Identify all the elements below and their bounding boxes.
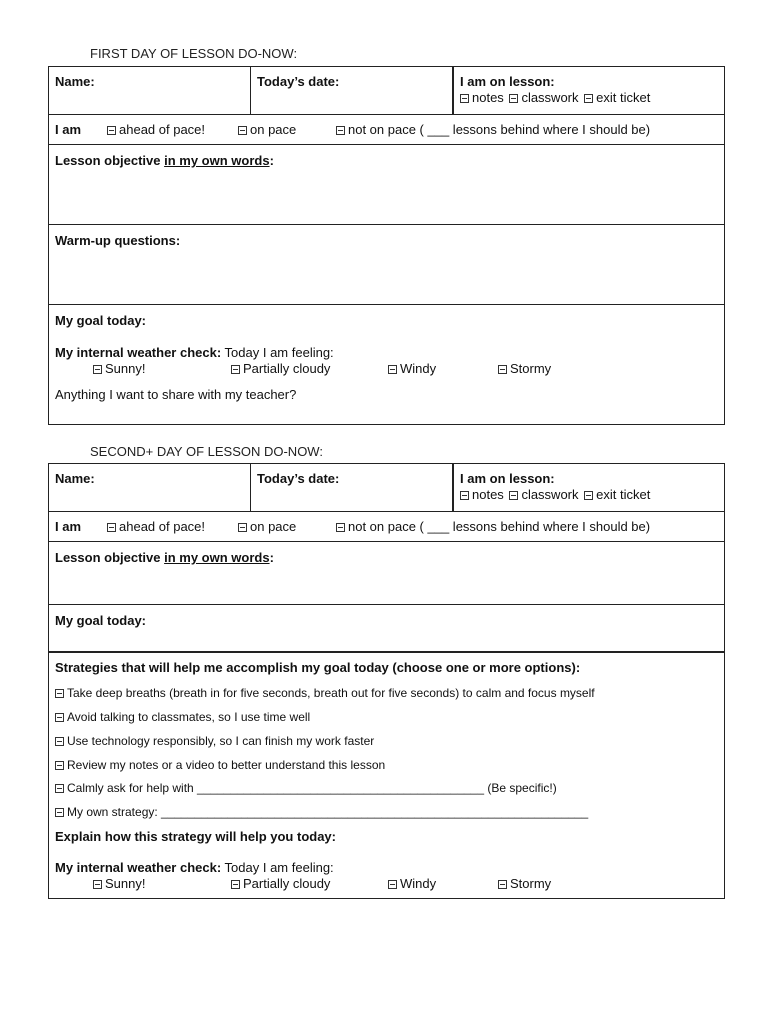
form1-title: FIRST DAY OF LESSON DO-NOW: xyxy=(90,46,298,61)
form2-objective-label: Lesson objective in my own words: xyxy=(55,550,274,565)
form2-pace-label: I am xyxy=(55,519,82,534)
form1-objective-row[interactable] xyxy=(49,144,724,224)
form1-pace-not: not on pace ( ___ lessons behind where I should be) xyxy=(348,122,651,137)
form1-header-row xyxy=(49,67,724,114)
checkbox-icon[interactable] xyxy=(509,491,518,500)
form1-pace-ahead: ahead of pace! xyxy=(119,122,206,137)
form2-name-label: Name: xyxy=(55,471,95,486)
form1-goal-row[interactable] xyxy=(49,304,724,424)
form2-pace-not: not on pace ( ___ lessons behind where I should be) xyxy=(348,519,651,534)
form2-title: SECOND+ DAY OF LESSON DO-NOW: xyxy=(90,444,323,459)
checkbox-icon[interactable] xyxy=(460,94,469,103)
form1-table xyxy=(48,66,725,425)
checkbox-icon[interactable] xyxy=(55,689,64,698)
form2-strategies-label: Strategies that will help me accomplish my goal today (choose one or more options): xyxy=(55,660,581,675)
form2-name-cell[interactable] xyxy=(49,464,250,511)
checkbox-icon[interactable] xyxy=(107,523,116,532)
checkbox-icon[interactable] xyxy=(238,523,247,532)
form1-warmup-label: Warm-up questions: xyxy=(55,233,181,248)
checkbox-icon[interactable] xyxy=(231,365,240,374)
form1-goal-label: My goal today: xyxy=(55,313,147,328)
form2-pace-row xyxy=(49,511,724,541)
form2-lesson-label: I am on lesson: xyxy=(460,471,555,486)
form2-lesson-option-notes: notes xyxy=(472,487,504,502)
form2-lesson-option-exit-ticket: exit ticket xyxy=(596,487,651,502)
form2-weather-windy: Windy xyxy=(400,876,437,891)
form2-date-label: Today’s date: xyxy=(257,471,340,486)
form1-share-text: Anything I want to share with my teacher? xyxy=(55,387,297,402)
form1-weather-line: My internal weather check: Today I am feeling: xyxy=(55,345,334,360)
form2-goal-row[interactable] xyxy=(49,604,724,651)
form2-goal-label: My goal today: xyxy=(55,613,147,628)
form2-weather-stormy: Stormy xyxy=(510,876,552,891)
form1-lesson-cell xyxy=(452,67,724,114)
form1-lesson-option-exit-ticket: exit ticket xyxy=(596,90,651,105)
form2-objective-row[interactable] xyxy=(49,541,724,604)
form2-lesson-option-classwork: classwork xyxy=(521,487,579,502)
form2-weather-line: My internal weather check: Today I am feeling: xyxy=(55,860,334,875)
checkbox-icon[interactable] xyxy=(238,126,247,135)
form1-date-cell[interactable] xyxy=(250,67,452,114)
checkbox-icon[interactable] xyxy=(460,491,469,500)
form1-weather-cloudy: Partially cloudy xyxy=(243,361,331,376)
form1-lesson-label: I am on lesson: xyxy=(460,74,555,89)
form2-header-row xyxy=(49,464,724,511)
checkbox-icon[interactable] xyxy=(93,365,102,374)
checkbox-icon[interactable] xyxy=(55,761,64,770)
checkbox-icon[interactable] xyxy=(498,880,507,889)
form1-name-label: Name: xyxy=(55,74,95,89)
form2-pace-on: on pace xyxy=(250,519,297,534)
strategy-item: My own strategy: ________________________________________________________________ xyxy=(67,805,589,819)
form2-date-cell[interactable] xyxy=(250,464,452,511)
form2-table xyxy=(48,463,725,899)
form1-objective-label: Lesson objective in my own words: xyxy=(55,153,274,168)
checkbox-icon[interactable] xyxy=(498,365,507,374)
form1-pace-on: on pace xyxy=(250,122,297,137)
checkbox-icon[interactable] xyxy=(93,880,102,889)
checkbox-icon[interactable] xyxy=(388,880,397,889)
strategy-item: Take deep breaths (breath in for five seconds, breath out for five seconds) to calm and focus myself xyxy=(67,686,595,700)
form1-warmup-row[interactable] xyxy=(49,224,724,304)
form1-name-cell[interactable] xyxy=(49,67,250,114)
form2-lesson-cell xyxy=(452,464,724,511)
form1-pace-label: I am xyxy=(55,122,82,137)
checkbox-icon[interactable] xyxy=(55,784,64,793)
form1-lesson-option-notes: notes xyxy=(472,90,504,105)
strategy-item: Avoid talking to classmates, so I use time well xyxy=(67,710,311,724)
strategy-item: Calmly ask for help with ___________________________________________ (Be specific!) xyxy=(67,781,557,795)
form2-weather-cloudy: Partially cloudy xyxy=(243,876,331,891)
form1-lesson-option-classwork: classwork xyxy=(521,90,579,105)
form1-weather-sunny: Sunny! xyxy=(105,361,146,376)
form2-strategies-row xyxy=(49,651,724,898)
form2-explain-label: Explain how this strategy will help you today: xyxy=(55,829,336,844)
form2-weather-sunny: Sunny! xyxy=(105,876,146,891)
checkbox-icon[interactable] xyxy=(107,126,116,135)
checkbox-icon[interactable] xyxy=(336,523,345,532)
checkbox-icon[interactable] xyxy=(584,94,593,103)
checkbox-icon[interactable] xyxy=(388,365,397,374)
form1-pace-row xyxy=(49,114,724,144)
checkbox-icon[interactable] xyxy=(55,713,64,722)
form1-date-label: Today’s date: xyxy=(257,74,340,89)
checkbox-icon[interactable] xyxy=(55,808,64,817)
strategy-item: Review my notes or a video to better understand this lesson xyxy=(67,758,386,772)
form2-pace-ahead: ahead of pace! xyxy=(119,519,206,534)
checkbox-icon[interactable] xyxy=(584,491,593,500)
checkbox-icon[interactable] xyxy=(336,126,345,135)
checkbox-icon[interactable] xyxy=(509,94,518,103)
checkbox-icon[interactable] xyxy=(55,737,64,746)
form1-weather-windy: Windy xyxy=(400,361,437,376)
checkbox-icon[interactable] xyxy=(231,880,240,889)
form1-weather-stormy: Stormy xyxy=(510,361,552,376)
strategy-item: Use technology responsibly, so I can finish my work faster xyxy=(67,734,375,748)
